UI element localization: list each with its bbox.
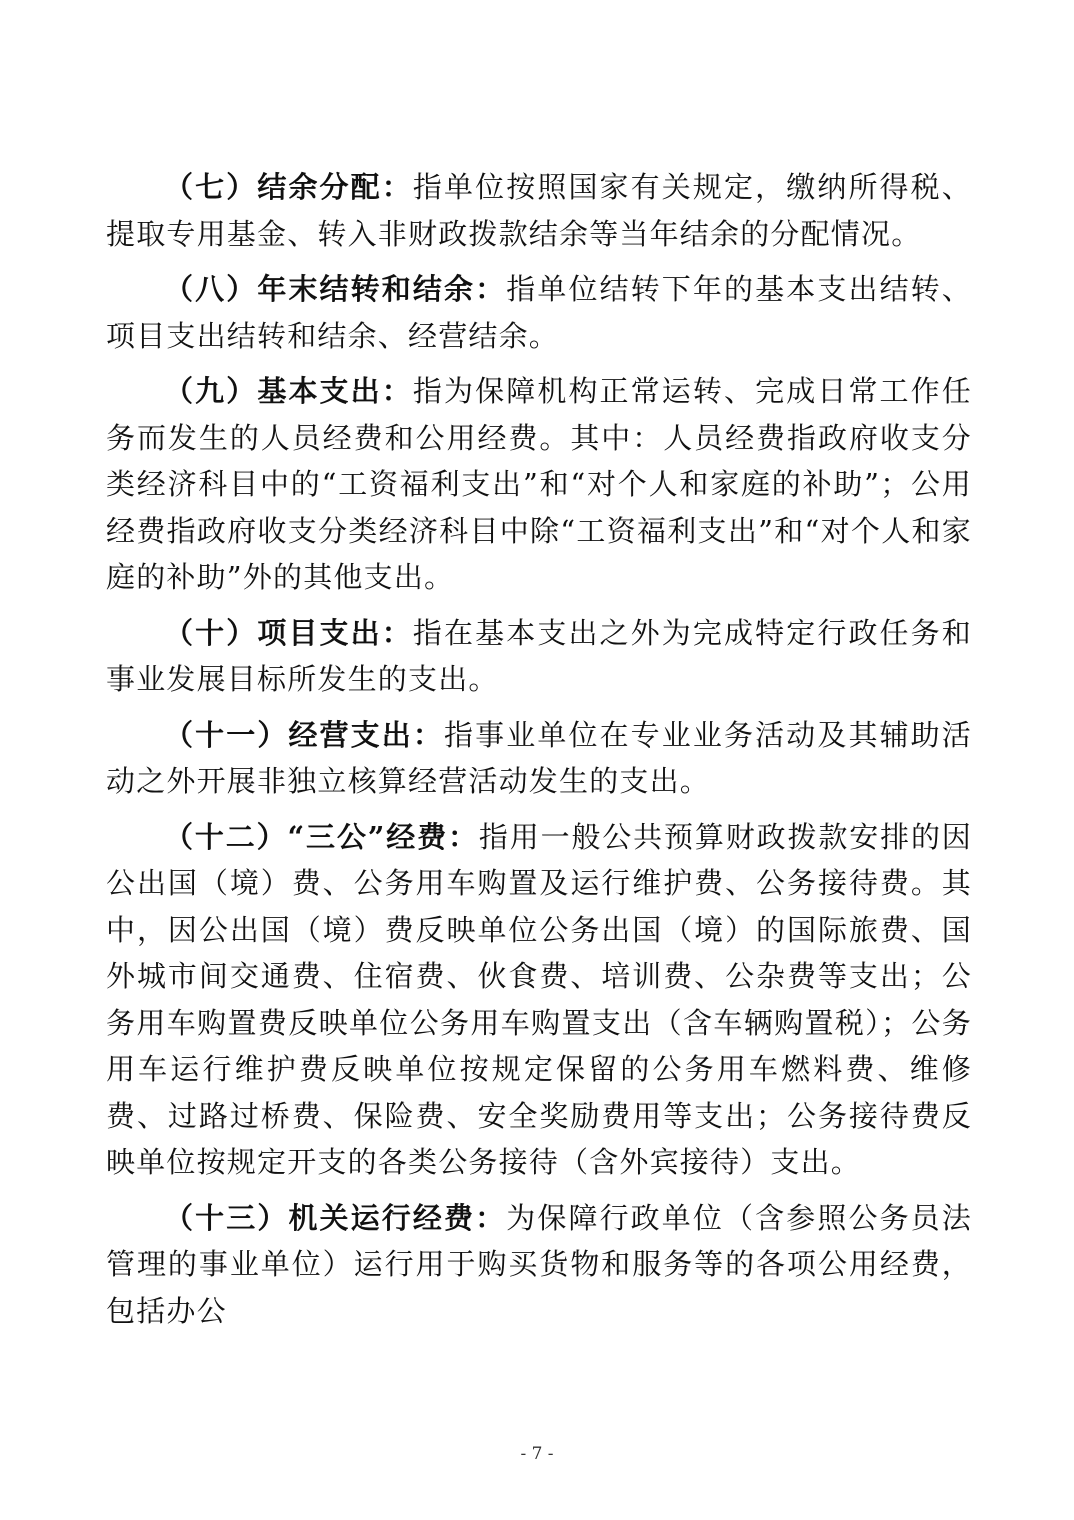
term-agency-operating-funds: （十三）机关运行经费： bbox=[164, 1200, 507, 1235]
term-surplus-distribution: （七）结余分配： bbox=[164, 170, 413, 204]
definition-operating-expenditure: 指事业单位在专业业务活动及其辅助活动之外开展非独立核算经营活动发生的支出。 bbox=[106, 717, 972, 798]
definition-surplus-distribution: 指单位按照国家有关规定，缴纳所得税、提取专用基金、转入非财政拨款结余等当年结余的分配情况。 bbox=[106, 170, 972, 251]
definition-project-expenditure: 指在基本支出之外为完成特定行政任务和事业发展目标所发生的支出。 bbox=[106, 615, 972, 696]
document-body bbox=[106, 164, 972, 1343]
paragraph-year-end-carryover bbox=[106, 266, 972, 368]
page-number: - 7 - bbox=[520, 1444, 554, 1464]
paragraph-surplus-distribution bbox=[106, 164, 972, 266]
definition-basic-expenditure: 指为保障机构正常运转、完成日常工作任务而发生的人员经费和公用经费。其中：人员经费指政府收支分类经济科目中的“工资福利支出”和“对个人和家庭的补助”；公用经费指政府收支分类经济科目中除“工资福利支出”和“对个人和家庭的补助”外的其他支出。 bbox=[106, 374, 972, 594]
definition-three-public-expenses: 指用一般公共预算财政拨款安排的因公出国（境）费、公务用车购置及运行维护费、公务接待费。其中，因公出国（境）费反映单位公务出国（境）的国际旅费、国外城市间交通费、住宿费、伙食费、培训费、公杂费等支出；公务用车购置费反映单位公务用车购置支出（含车辆购置税）；公务用车运行维护费反映单位按规定保留的公务用车燃料费、维修费、过路过桥费、保险费、安全奖励费用等支出；公务接待费反映单位按规定开支的各类公务接待（含外宾接待）支出。 bbox=[106, 819, 973, 1179]
term-year-end-carryover: （八）年末结转和结余： bbox=[164, 272, 507, 306]
term-operating-expenditure: （十一）经营支出： bbox=[164, 717, 445, 752]
paragraph-operating-expenditure bbox=[106, 712, 972, 814]
paragraph-project-expenditure bbox=[106, 610, 972, 712]
definition-agency-operating-funds: 为保障行政单位（含参照公务员法管理的事业单位）运行用于购买货物和服务等的各项公用经费，包括办公 bbox=[106, 1200, 972, 1328]
paragraph-three-public-expenses bbox=[106, 814, 972, 1195]
paragraph-basic-expenditure bbox=[106, 368, 972, 610]
term-three-public-expenses: （十二）“三公”经费： bbox=[164, 819, 479, 854]
definition-year-end-carryover: 指单位结转下年的基本支出结转、项目支出结转和结余、经营结余。 bbox=[106, 272, 972, 353]
term-project-expenditure: （十）项目支出： bbox=[164, 615, 413, 650]
paragraph-agency-operating-funds bbox=[106, 1195, 972, 1344]
term-basic-expenditure: （九）基本支出： bbox=[164, 374, 413, 408]
